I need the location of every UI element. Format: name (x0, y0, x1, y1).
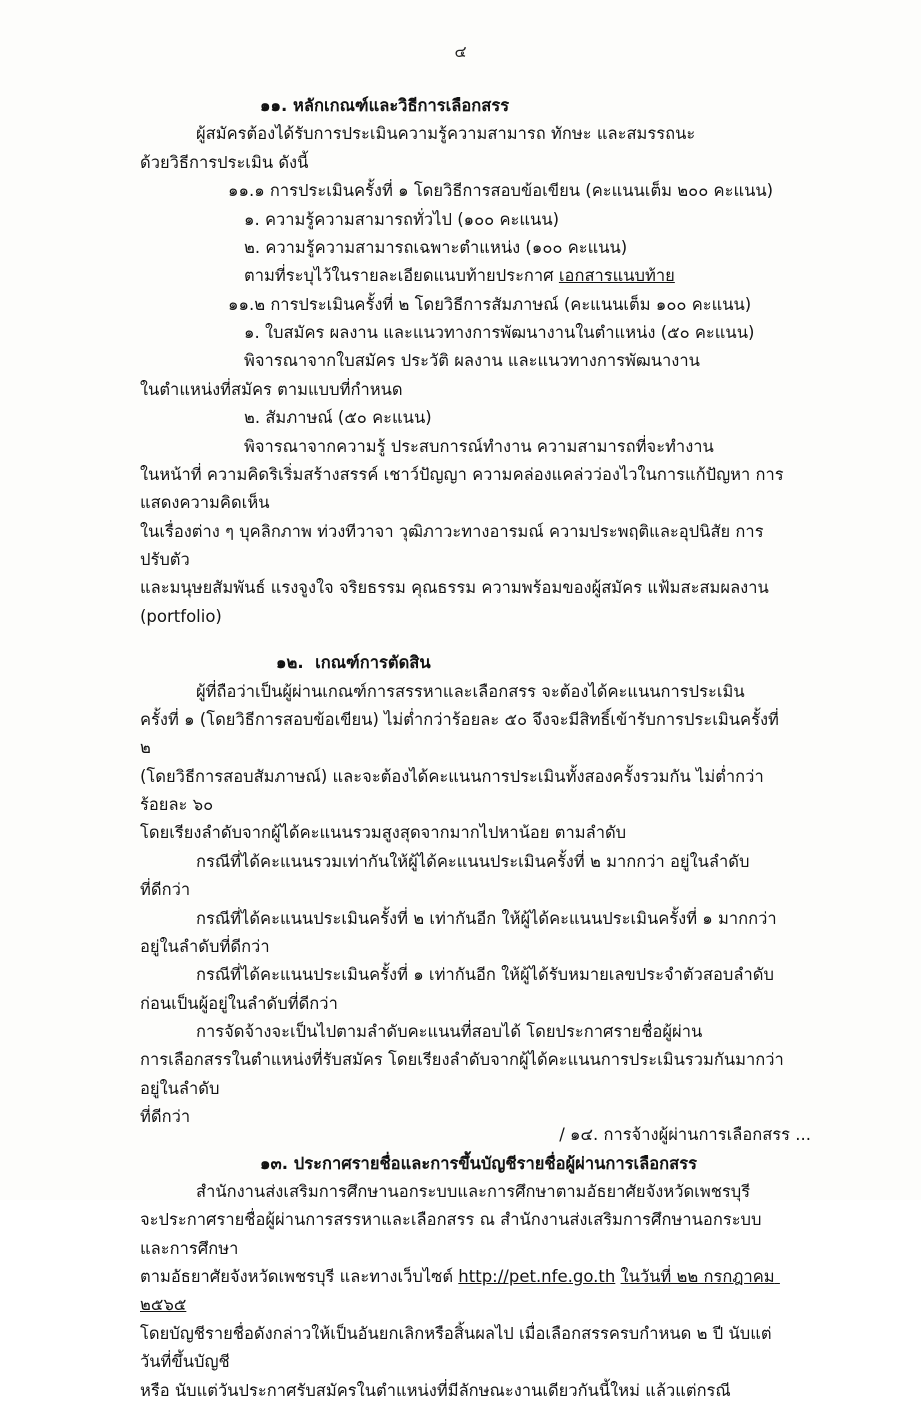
section-heading-13: ๑๓. ประกาศรายชื่อและการขึ้นบัญชีรายชื่อผู้ผ่านการเลือกสรร (260, 1153, 697, 1173)
paragraph: ก่อนเป็นผู้อยู่ในลำดับที่ดีกว่า (140, 993, 338, 1013)
paragraph: โดยเรียงลำดับจากผู้ได้คะแนนรวมสูงสุดจากมากไปหาน้อย ตามลำดับ (140, 823, 627, 843)
paragraph: ๑๑.๒ การประเมินครั้งที่ ๒ โดยวิธีการสัมภาษณ์ (คะแนนเต็ม ๑๐๐ คะแนน) (228, 294, 752, 314)
paragraph: ที่ดีกว่า (140, 880, 191, 900)
page-number: ๔ (454, 42, 467, 61)
website-link[interactable]: http://pet.nfe.go.th (458, 1267, 616, 1286)
paragraph: ๒. ความรู้ความสามารถเฉพาะตำแหน่ง (๑๐๐ คะแนน) (244, 237, 628, 257)
paragraph: ในตำแหน่งที่สมัคร ตามแบบที่กำหนด (140, 379, 403, 399)
paragraph-text: ตามที่ระบุไว้ในรายละเอียดแนบท้ายประกาศ (244, 266, 559, 286)
paragraph: ในเรื่องต่าง ๆ บุคลิกภาพ ท่วงทีวาจา วุฒิภาวะทางอารมณ์ ความประพฤติและอุปนิสัย การปรับตัว (140, 521, 764, 569)
paragraph: กรณีที่ได้คะแนนรวมเท่ากันให้ผู้ได้คะแนนประเมินครั้งที่ ๒ มากกว่า อยู่ในลำดับ (196, 851, 750, 871)
paragraph: ครั้งที่ ๑ (โดยวิธีการสอบข้อเขียน) ไม่ต่ำกว่าร้อยละ ๕๐ จึงจะมีสิทธิ์เข้ารับการประเมินครั้งที่ ๒ (140, 709, 785, 758)
paragraph: ที่ดีกว่า (140, 1107, 191, 1127)
section-heading-12: ๑๒. เกณฑ์การตัดสิน (276, 653, 431, 673)
page-footer-note: / ๑๔. การจ้างผู้ผ่านการเลือกสรร ... (559, 1125, 811, 1144)
paragraph-with-attachment-link (140, 262, 788, 290)
paragraph: ๑. ความรู้ความสามารถทั่วไป (๑๐๐ คะแนน) (244, 209, 560, 229)
paragraph: และมนุษยสัมพันธ์ แรงจูงใจ จริยธรรม คุณธรรม ความพร้อมของผู้สมัคร แฟ้มสะสมผลงาน (portfolio) (140, 578, 775, 626)
paragraph: พิจารณาจากใบสมัคร ประวัติ ผลงาน และแนวทางการพัฒนางาน (244, 351, 700, 371)
paragraph: (โดยวิธีการสอบสัมภาษณ์) และจะต้องได้คะแนนการประเมินทั้งสองครั้งรวมกัน ไม่ต่ำกว่าร้อยละ ๖๐ (140, 766, 764, 814)
paragraph: หรือ นับแต่วันประกาศรับสมัครในตำแหน่งที่มีลักษณะงานเดียวกันนี้ใหม่ แล้วแต่กรณี (140, 1380, 731, 1400)
section-heading-11: ๑๑. หลักเกณฑ์และวิธีการเลือกสรร (260, 96, 510, 115)
paragraph: ในหน้าที่ ความคิดริเริ่มสร้างสรรค์ เชาว์ปัญญา ความคล่องแคล่วว่องไวในการแก้ปัญหา การแสดงความคิดเห็น (140, 464, 784, 513)
paragraph: ๒. สัมภาษณ์ (๕๐ คะแนน) (244, 408, 432, 428)
announcement-date: ในวันที่ ๒๒ กรกฎาคม ๒๕๖๕ (140, 1267, 780, 1315)
paragraph-text: ตามอัธยาศัยจังหวัดเพชรบุรี และทางเว็บไซต์ (140, 1267, 459, 1286)
attachment-reference: เอกสารแนบท้าย (558, 266, 675, 286)
paragraph: กรณีที่ได้คะแนนประเมินครั้งที่ ๒ เท่ากันอีก ให้ผู้ได้คะแนนประเมินครั้งที่ ๑ มากกว่า (196, 908, 777, 928)
paragraph: ๑. ใบสมัคร ผลงาน และแนวทางการพัฒนางานในตำแหน่ง (๕๐ คะแนน) (244, 323, 755, 342)
paragraph: กรณีที่ได้คะแนนประเมินครั้งที่ ๑ เท่ากันอีก ให้ผู้ได้รับหมายเลขประจำตัวสอบลำดับ (196, 965, 774, 985)
paragraph: สำนักงานส่งเสริมการศึกษานอกระบบและการศึกษาตามอัธยาศัยจังหวัดเพชรบุรี (196, 1181, 751, 1201)
paragraph: ๑๑.๑ การประเมินครั้งที่ ๑ โดยวิธีการสอบข้อเขียน (คะแนนเต็ม ๒๐๐ คะแนน) (228, 181, 774, 201)
paragraph: อยู่ในลำดับที่ดีกว่า (140, 936, 270, 956)
document-body (140, 92, 788, 1405)
paragraph: การเลือกสรรในตำแหน่งที่รับสมัคร โดยเรียงลำดับจากผู้ได้คะแนนการประเมินรวมกันมากว่าอยู่ในลำดับ (140, 1050, 784, 1098)
paragraph: พิจารณาจากความรู้ ประสบการณ์ทำงาน ความสามารถที่จะทำงาน (244, 436, 714, 456)
paragraph: โดยบัญชีรายชื่อดังกล่าวให้เป็นอันยกเลิกหรือสิ้นผลไป เมื่อเลือกสรรครบกำหนด ๒ ปี นับแต่วันที่ขึ้นบัญชี (140, 1323, 772, 1372)
paragraph: ผู้ที่ถือว่าเป็นผู้ผ่านเกณฑ์การสรรหาและเลือกสรร จะต้องได้คะแนนการประเมิน (196, 681, 745, 701)
paragraph: ผู้สมัครต้องได้รับการประเมินความรู้ความสามารถ ทักษะ และสมรรถนะ (196, 124, 696, 144)
paragraph: การจัดจ้างจะเป็นไปตามลำดับคะแนนที่สอบได้ โดยประกาศรายชื่อผู้ผ่าน (196, 1022, 703, 1041)
paragraph: จะประกาศรายชื่อผู้ผ่านการสรรหาและเลือกสรร ณ สำนักงานส่งเสริมการศึกษานอกระบบและการศึกษา (140, 1210, 762, 1258)
paragraph-with-website-link (140, 1263, 788, 1320)
paragraph: ด้วยวิธีการประเมิน ดังนี้ (140, 152, 309, 172)
